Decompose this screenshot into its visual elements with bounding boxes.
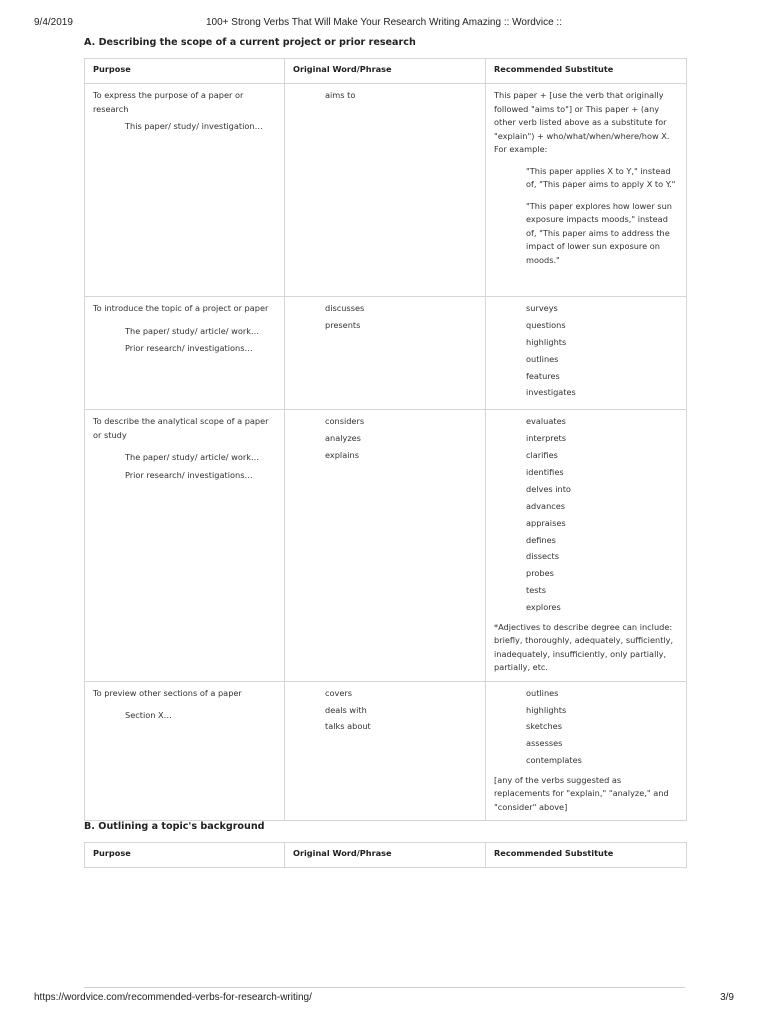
original-phrase: talks about	[325, 721, 371, 732]
section-b-heading: B. Outlining a topic's background	[84, 821, 265, 832]
subject-phrase: Prior research/ investigations…	[125, 469, 253, 480]
substitute-verb: outlines	[526, 687, 559, 698]
purpose-cell	[85, 410, 285, 681]
substitute-verb: appraises	[526, 517, 566, 528]
column-header-original: Original Word/Phrase	[285, 843, 486, 868]
column-header-purpose: Purpose	[85, 843, 285, 868]
subject-phrase: The paper/ study/ article/ work…	[125, 325, 260, 336]
table-row	[85, 681, 687, 821]
substitute-cell	[486, 681, 687, 821]
section-a-heading: A. Describing the scope of a current project or prior research	[84, 37, 416, 48]
purpose-text: To describe the analytical scope of a paper or study	[93, 416, 269, 440]
substitute-verb: investigates	[526, 387, 576, 398]
substitute-verb: assesses	[526, 738, 563, 749]
substitute-verb: dissects	[526, 551, 560, 562]
original-phrase: aims to	[325, 90, 356, 100]
substitute-verb: advances	[526, 500, 566, 511]
purpose-cell	[85, 681, 285, 821]
substitute-verb: features	[526, 370, 560, 381]
substitute-verb: clarifies	[526, 450, 558, 461]
substitute-verb: explores	[526, 602, 561, 613]
original-phrase: discusses	[325, 303, 365, 313]
column-header-substitute: Recommended Substitute	[486, 59, 687, 84]
substitute-verb: interprets	[526, 433, 566, 444]
subject-phrase: The paper/ study/ article/ work…	[125, 452, 260, 463]
purpose-text: To introduce the topic of a project or paper	[93, 303, 269, 313]
original-phrase: considers	[325, 416, 365, 427]
substitute-verb: delves into	[526, 483, 571, 494]
subject-phrase: Section X…	[125, 710, 172, 721]
section-b-table	[84, 842, 687, 868]
substitute-verb: contemplates	[526, 755, 582, 766]
substitute-verb: evaluates	[526, 416, 566, 427]
substitute-cell	[486, 410, 687, 681]
column-header-original: Original Word/Phrase	[285, 59, 486, 84]
substitute-cell	[486, 297, 687, 410]
page-number: 3/9	[720, 992, 734, 1003]
substitute-verb: highlights	[526, 336, 567, 347]
table-row	[85, 410, 687, 681]
substitute-intro: This paper + [use the verb that originally followed "aims to"] or This paper + (any other verb listed above as a substitute for "explain") + who/what/when/where/how X. For example:	[494, 90, 670, 154]
original-phrase: presents	[325, 319, 361, 330]
page-url: https://wordvice.com/recommended-verbs-for-research-writing/	[34, 992, 312, 1003]
purpose-text: To preview other sections of a paper	[93, 687, 242, 698]
print-page-title: 100+ Strong Verbs That Will Make Your Research Writing Amazing :: Wordvice ::	[205, 17, 562, 28]
footer-divider	[84, 987, 685, 988]
example-sentence: "This paper applies X to Y," instead of, "This paper aims to apply X to Y."	[526, 165, 676, 189]
replacement-note: [any of the verbs suggested as replacements for "explain," "analyze," and "consider" above]	[494, 774, 669, 812]
original-cell	[285, 297, 486, 410]
substitute-verb: tests	[526, 585, 546, 596]
section-a-table	[84, 58, 687, 821]
table-header-row	[85, 59, 687, 84]
purpose-text: To express the purpose of a paper or research	[93, 90, 244, 114]
column-header-substitute: Recommended Substitute	[486, 843, 687, 868]
original-phrase: covers	[325, 687, 353, 698]
print-footer	[34, 992, 734, 1006]
table-row	[85, 84, 687, 297]
substitute-verb: highlights	[526, 704, 567, 715]
original-phrase: explains	[325, 450, 359, 461]
substitute-verb: probes	[526, 568, 554, 579]
substitute-verb: questions	[526, 319, 566, 330]
substitute-verb: sketches	[526, 721, 562, 732]
print-date: 9/4/2019	[34, 17, 73, 28]
subject-phrase: This paper/ study/ investigation…	[125, 121, 263, 131]
subject-phrase: Prior research/ investigations…	[125, 343, 253, 353]
original-cell	[285, 410, 486, 681]
original-cell	[285, 681, 486, 821]
substitute-cell	[486, 84, 687, 297]
original-phrase: analyzes	[325, 433, 361, 444]
substitute-verb: surveys	[526, 303, 558, 313]
print-header	[34, 17, 734, 31]
original-cell	[285, 84, 486, 297]
purpose-cell	[85, 297, 285, 410]
degree-adjectives-note: *Adjectives to describe degree can include: briefly, thoroughly, adequately, sufficiently, inadequately, insufficiently, only partially, partially, etc.	[494, 621, 674, 673]
substitute-verb: outlines	[526, 353, 559, 364]
column-header-purpose: Purpose	[85, 59, 285, 84]
table-row	[85, 297, 687, 410]
table-header-row	[85, 843, 687, 868]
example-sentence: "This paper explores how lower sun exposure impacts moods," instead of, "This paper aims to address the impact of lower sun exposure on moods."	[526, 200, 672, 265]
original-phrase: deals with	[325, 704, 367, 715]
purpose-cell	[85, 84, 285, 297]
substitute-verb: identifies	[526, 467, 564, 478]
substitute-verb: defines	[526, 534, 556, 545]
